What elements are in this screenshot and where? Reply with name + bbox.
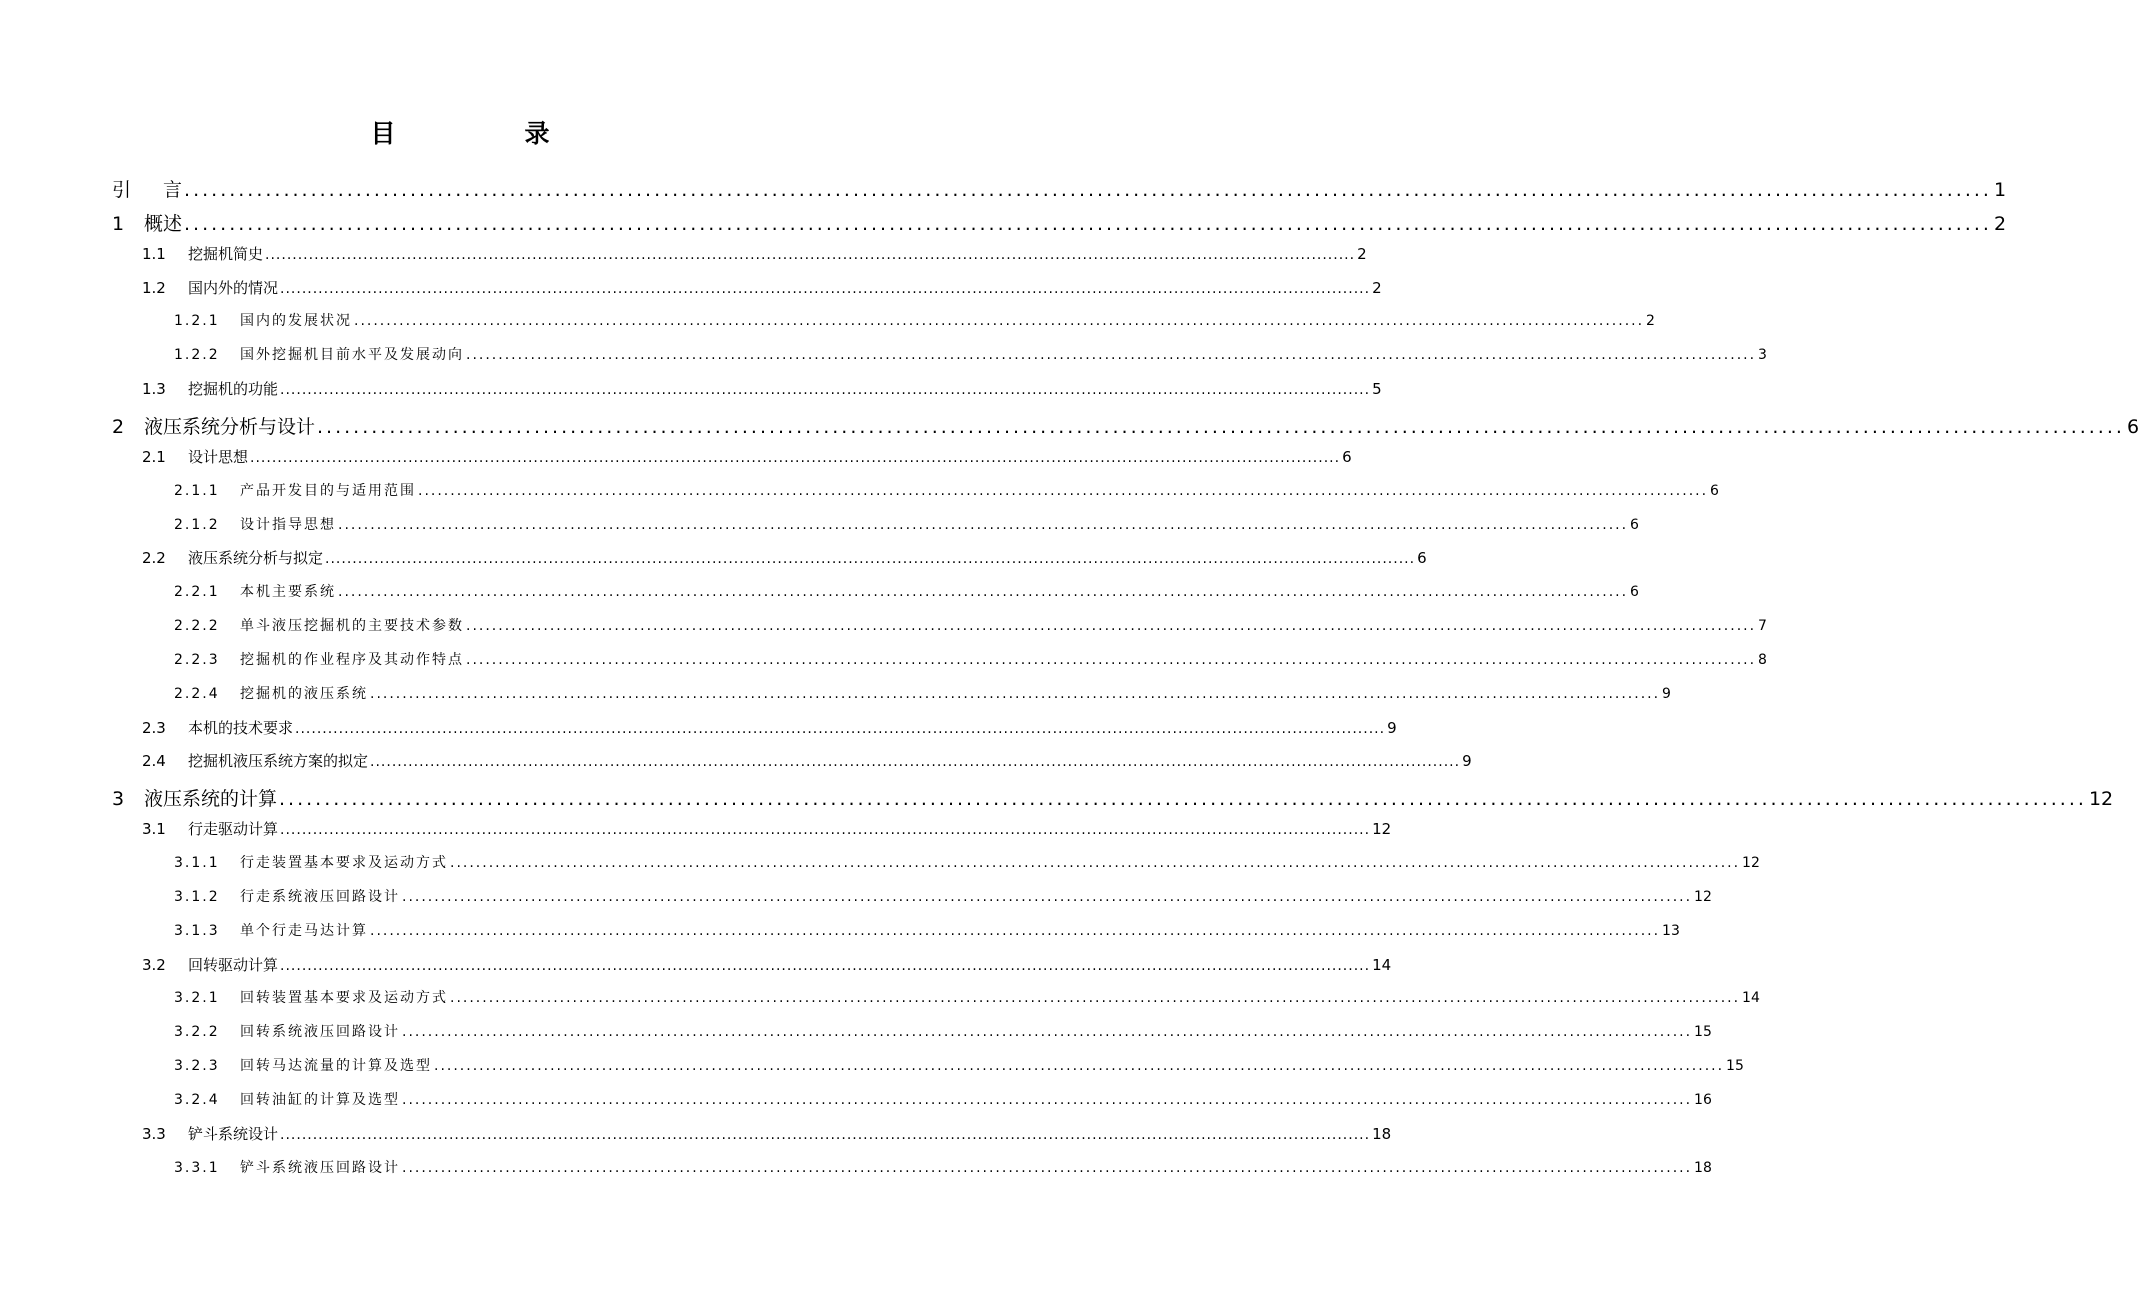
toc-entry-number: 2.4 xyxy=(142,752,166,771)
toc-entry-text: 液压系统分析与设计 xyxy=(144,415,316,438)
toc-entry-number: 3.3.1 xyxy=(174,1159,220,1176)
toc-page-number: 6 xyxy=(1710,482,1719,499)
toc-page-number: 18 xyxy=(1372,1124,1392,1143)
toc-entry-number: 2.2.4 xyxy=(174,685,220,702)
toc-entry-label xyxy=(142,547,323,568)
toc-leader-dots: ........................................................................................................................................................................................................ xyxy=(370,922,1661,939)
toc-leader-dots: ........................................................................................................................................................................................................ xyxy=(466,618,1757,635)
toc-page-number: 6 xyxy=(1342,447,1352,466)
toc-entry-label xyxy=(174,344,464,364)
toc-entry-number: 2.2.1 xyxy=(174,584,220,601)
toc-entry[interactable] xyxy=(142,547,1427,568)
toc-entry-text: 回转系统液压回路设计 xyxy=(240,1024,400,1041)
toc-entry-text: 铲斗系统设计 xyxy=(188,1124,279,1143)
toc-leader-dots: ........................................................................................................................................................................................................ xyxy=(466,651,1757,668)
toc-leader-dots: ........................................................................................................................................................................................................ xyxy=(280,822,1371,839)
toc-page-number: 12 xyxy=(1694,888,1712,905)
toc-leader-dots: ........................................................................................................................................................................................................ xyxy=(434,1058,1725,1075)
toc-entry-text: 挖掘机液压系统方案的拟定 xyxy=(188,752,369,771)
toc-leader-dots: ........................................................................................................................................................................................................ xyxy=(402,888,1693,905)
toc-entry-label xyxy=(174,920,368,940)
toc-entry[interactable] xyxy=(174,987,1760,1007)
toc-entry-number: 2.1.1 xyxy=(174,482,220,499)
toc-leader-dots: ........................................................................................................................................................................................................ xyxy=(450,990,1741,1007)
toc-entry-label xyxy=(112,209,182,236)
toc-entry[interactable] xyxy=(174,514,1639,534)
toc-entry[interactable] xyxy=(174,1055,1744,1075)
toc-entry[interactable] xyxy=(142,277,1382,298)
toc-entry-text: 铲斗系统液压回路设计 xyxy=(240,1159,400,1176)
toc-entry[interactable] xyxy=(142,818,1392,839)
toc-leader-dots: ........................................................................................................................................................................................................ xyxy=(354,313,1645,330)
toc-leader-dots: ........................................................................................................................................................................................................ xyxy=(450,855,1741,871)
toc-entry-text: 行走装置基本要求及运动方式 xyxy=(240,855,448,871)
toc-entry-label xyxy=(174,683,368,703)
toc-entry[interactable] xyxy=(142,717,1397,738)
toc-entry[interactable] xyxy=(142,446,1352,467)
toc-leader-dots: ........................................................................................................................................................................................................ xyxy=(466,347,1757,364)
toc-entry-label xyxy=(142,378,278,399)
toc-entry[interactable] xyxy=(174,683,1671,703)
toc-entry-number: 3.2.3 xyxy=(174,1058,220,1075)
toc-entry-number: 3.2.4 xyxy=(174,1091,220,1108)
toc-entry-text: 挖掘机的液压系统 xyxy=(240,685,368,702)
toc-entry-text: 国外挖掘机目前水平及发展动向 xyxy=(240,347,464,364)
toc-leader-dots: ........................................................................................................................................................................................................ xyxy=(184,212,1992,235)
toc-entry-text: 单个行走马达计算 xyxy=(240,922,368,939)
toc-entry[interactable] xyxy=(174,852,1760,872)
toc-entry[interactable] xyxy=(174,480,1719,500)
toc-entry-number: 2 xyxy=(112,415,125,438)
toc-entry-label xyxy=(142,446,248,467)
toc-entry[interactable] xyxy=(174,1089,1712,1109)
toc-leader-dots: ........................................................................................................................................................................................................ xyxy=(280,1126,1371,1143)
toc-entry-number: 1.3 xyxy=(142,380,166,399)
toc-leader-dots: ........................................................................................................................................................................................................ xyxy=(338,584,1629,601)
toc-page-number: 12 xyxy=(1742,855,1760,871)
toc-entry-gap xyxy=(144,175,163,202)
toc-leader-dots: ........................................................................................................................................................................................................ xyxy=(280,280,1371,297)
toc-entry-number: 1.2 xyxy=(142,278,166,297)
toc-entry-number: 2.2.2 xyxy=(174,618,220,635)
toc-leader-dots: ........................................................................................................................................................................................................ xyxy=(295,720,1386,737)
toc-page-number: 9 xyxy=(1387,718,1397,737)
toc-entry-number: 3 xyxy=(112,788,125,811)
toc-entry-text: 国内的发展状况 xyxy=(240,313,352,330)
toc-page-number: 7 xyxy=(1758,618,1767,635)
toc-page-number: 8 xyxy=(1758,651,1767,668)
toc-entry-number: 3.2 xyxy=(142,955,166,974)
toc-entry-number: 3.1 xyxy=(142,820,166,839)
toc-entry-number: 2.2 xyxy=(142,549,166,568)
toc-entry-number: 2.1 xyxy=(142,447,166,466)
toc-entry-label xyxy=(174,987,448,1007)
toc-page-number: 6 xyxy=(1630,584,1639,601)
toc-page-number: 13 xyxy=(1662,922,1680,939)
toc-entry[interactable] xyxy=(142,954,1392,975)
toc-entry[interactable] xyxy=(112,412,2139,439)
toc-page-number: 15 xyxy=(1726,1058,1744,1075)
toc-entry[interactable] xyxy=(142,378,1382,399)
toc-leader-dots: ........................................................................................................................................................................................................ xyxy=(402,1091,1693,1108)
toc-entry[interactable] xyxy=(112,175,2007,202)
toc-entry-number: 3.1.2 xyxy=(174,888,220,905)
toc-page-number: 12 xyxy=(2088,788,2114,811)
toc-entry[interactable] xyxy=(174,615,1767,635)
toc-entry-label xyxy=(174,615,464,635)
toc-entry[interactable] xyxy=(174,649,1767,669)
toc-entry-number: 1.2.1 xyxy=(174,313,220,330)
toc-leader-dots: ........................................................................................................................................................................................................ xyxy=(184,179,1992,201)
page-title: 目 录 xyxy=(370,119,602,148)
toc-entry-text: 挖掘机的功能 xyxy=(188,380,279,399)
toc-entry-label xyxy=(142,954,278,975)
toc-leader-dots: ........................................................................................................................................................................................................ xyxy=(250,449,1341,466)
toc-page-number: 14 xyxy=(1742,990,1760,1007)
toc-entry[interactable] xyxy=(142,1123,1392,1144)
toc-entry-number: 引 xyxy=(112,179,132,201)
toc-entry-text: 挖掘机简史 xyxy=(188,244,264,263)
toc-entry-label xyxy=(142,717,293,738)
toc-entry-text: 言 xyxy=(163,179,183,201)
toc-entry-number: 2.1.2 xyxy=(174,516,220,533)
toc-entry-label xyxy=(174,1055,432,1075)
toc-page-number: 2 xyxy=(1372,278,1382,297)
toc-leader-dots: ........................................................................................................................................................................................................ xyxy=(418,482,1709,499)
toc-entry-label xyxy=(174,581,336,601)
toc-entry[interactable] xyxy=(174,1021,1712,1041)
toc-entry-label xyxy=(174,852,448,872)
toc-entry[interactable] xyxy=(174,310,1655,330)
toc-entry-number: 3.2.1 xyxy=(174,990,220,1007)
toc-entry-text: 本机的技术要求 xyxy=(188,718,294,737)
toc-entry-text: 回转油缸的计算及选型 xyxy=(240,1091,400,1108)
toc-entry-label xyxy=(174,480,416,500)
toc-entry-label xyxy=(142,750,368,771)
toc-entry-number: 3.2.2 xyxy=(174,1024,220,1041)
toc-entry-label xyxy=(174,1157,400,1177)
toc-page-number: 9 xyxy=(1662,685,1671,702)
toc-leader-dots: ........................................................................................................................................................................................................ xyxy=(402,1024,1693,1041)
toc-entry-number: 3.3 xyxy=(142,1124,166,1143)
toc-entry-number: 3.1.1 xyxy=(174,855,220,871)
toc-entry-text: 本机主要系统 xyxy=(240,584,336,601)
toc-entry-text: 单斗液压挖掘机的主要技术参数 xyxy=(240,618,464,635)
toc-leader-dots: ........................................................................................................................................................................................................ xyxy=(280,382,1371,399)
toc-entry[interactable] xyxy=(174,344,1767,364)
toc-entry-text: 产品开发目的与适用范围 xyxy=(240,482,416,499)
toc-entry[interactable] xyxy=(174,920,1680,940)
toc-leader-dots: ........................................................................................................................................................................................................ xyxy=(402,1159,1693,1176)
toc-entry-label xyxy=(174,649,464,669)
toc-entry-text: 设计思想 xyxy=(188,447,249,466)
toc-entry[interactable] xyxy=(142,750,1472,771)
toc-leader-dots: ........................................................................................................................................................................................................ xyxy=(317,415,2125,438)
toc-entry[interactable] xyxy=(174,1157,1712,1177)
toc-page-number: 14 xyxy=(1372,955,1392,974)
toc-leader-dots: ........................................................................................................................................................................................................ xyxy=(338,516,1629,533)
toc-entry-label xyxy=(142,1123,278,1144)
toc-entry-label xyxy=(142,277,278,298)
toc-entry-text: 回转马达流量的计算及选型 xyxy=(240,1058,432,1075)
toc-page-number: 6 xyxy=(2126,415,2139,438)
toc-page-number: 16 xyxy=(1694,1091,1712,1108)
toc-entry-text: 液压系统分析与拟定 xyxy=(188,549,324,568)
toc-entry-number: 1 xyxy=(112,212,125,235)
toc-entry-text: 设计指导思想 xyxy=(240,516,336,533)
toc-page-number: 1 xyxy=(1993,179,2007,201)
toc-entry-number: 2.3 xyxy=(142,718,166,737)
toc-page-number: 2 xyxy=(1993,212,2007,235)
toc-entry-label xyxy=(112,175,182,202)
toc-entry-label xyxy=(174,1089,400,1109)
toc-entry[interactable] xyxy=(112,784,2114,811)
toc-leader-dots: ........................................................................................................................................................................................................ xyxy=(325,551,1416,568)
toc-page-number: 12 xyxy=(1372,820,1392,839)
toc-entry-label xyxy=(112,784,277,811)
toc-entry-text: 回转驱动计算 xyxy=(188,955,279,974)
toc-entry-label xyxy=(142,243,263,264)
toc-entry-text: 挖掘机的作业程序及其动作特点 xyxy=(240,651,464,668)
toc-entry-text: 行走驱动计算 xyxy=(188,820,279,839)
toc-entry-label xyxy=(142,818,278,839)
toc-entry-text: 液压系统的计算 xyxy=(144,788,278,811)
toc-entry-label xyxy=(112,412,315,439)
toc-entry[interactable] xyxy=(112,209,2007,236)
toc-page-number: 3 xyxy=(1758,347,1767,364)
toc-entry-text: 回转装置基本要求及运动方式 xyxy=(240,990,448,1007)
toc-entry-number: 2.2.3 xyxy=(174,651,220,668)
toc-page-number: 6 xyxy=(1630,516,1639,533)
toc-entry-text: 概述 xyxy=(144,212,183,235)
toc-entry[interactable] xyxy=(142,243,1367,264)
toc-entry[interactable] xyxy=(174,886,1712,906)
toc-leader-dots: ........................................................................................................................................................................................................ xyxy=(279,788,2087,811)
toc-entry-label xyxy=(174,514,336,534)
toc-leader-dots: ........................................................................................................................................................................................................ xyxy=(265,246,1356,263)
toc-entry-number: 3.1.3 xyxy=(174,922,220,939)
toc-page-number: 18 xyxy=(1694,1159,1712,1176)
toc-entry-text: 国内外的情况 xyxy=(188,278,279,297)
toc-leader-dots: ........................................................................................................................................................................................................ xyxy=(370,754,1461,771)
toc-leader-dots: ........................................................................................................................................................................................................ xyxy=(370,685,1661,702)
toc-page-number: 15 xyxy=(1694,1024,1712,1041)
toc-page-number: 9 xyxy=(1462,752,1472,771)
toc-entry-label xyxy=(174,310,352,330)
toc-entry-text: 行走系统液压回路设计 xyxy=(240,888,400,905)
toc-page-number: 2 xyxy=(1646,313,1655,330)
toc-page-number: 5 xyxy=(1372,380,1382,399)
toc-leader-dots: ........................................................................................................................................................................................................ xyxy=(280,957,1371,974)
toc-entry-number: 1.2.2 xyxy=(174,347,220,364)
toc-page-number: 6 xyxy=(1417,549,1427,568)
toc-entry-label xyxy=(174,886,400,906)
toc-entry-number: 1.1 xyxy=(142,244,166,263)
toc-page-number: 2 xyxy=(1357,244,1367,263)
toc-entry-label xyxy=(174,1021,400,1041)
toc-entry[interactable] xyxy=(174,581,1639,601)
